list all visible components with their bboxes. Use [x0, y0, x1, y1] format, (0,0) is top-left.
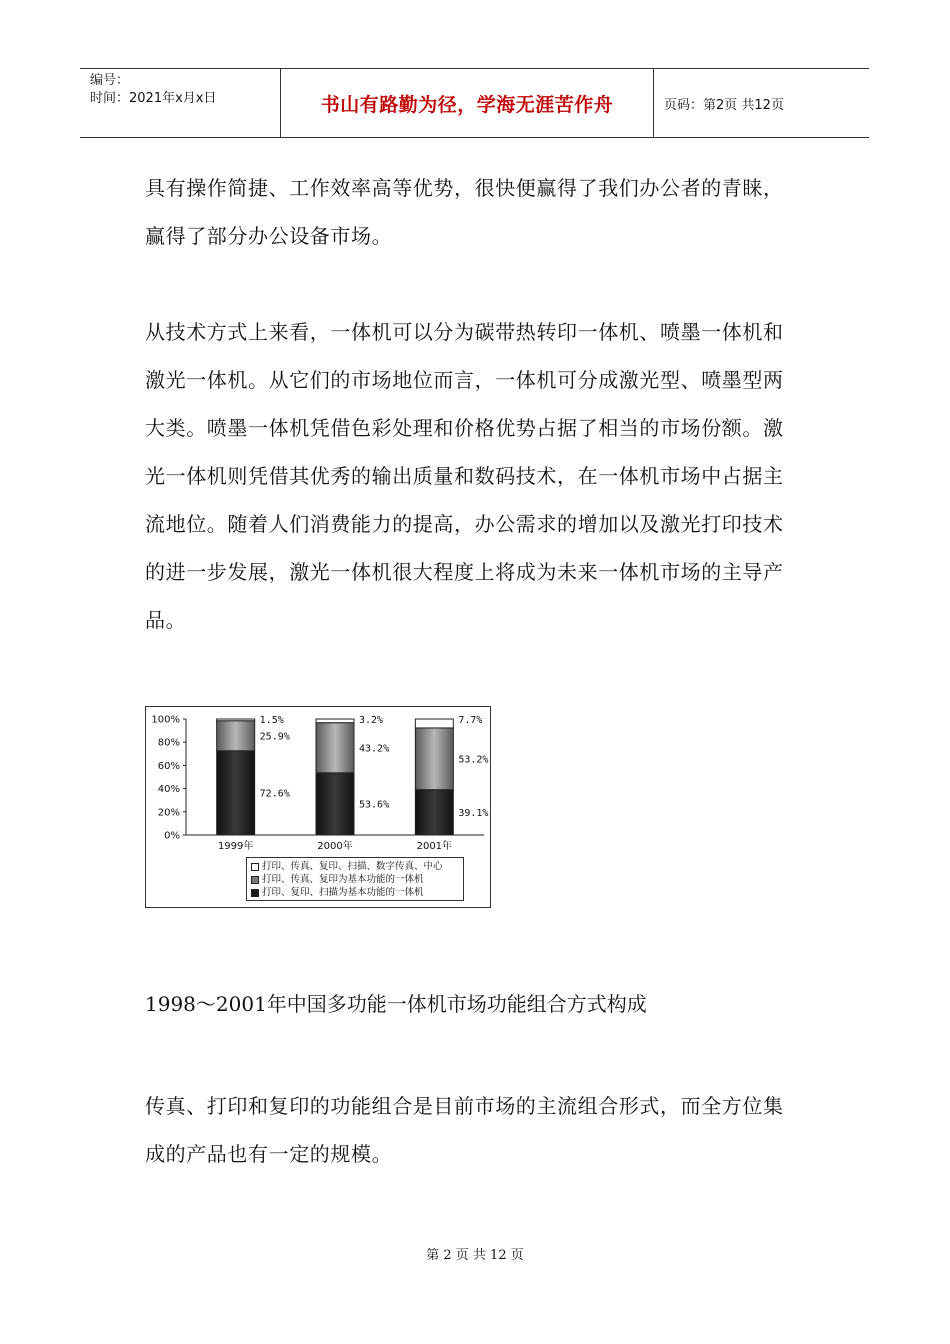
body-paragraph: 传真、打印和复印的功能组合是目前市场的主流组合形式，而全方位集成的产品也有一定的规模。 [145, 1094, 784, 1166]
bar-segment [415, 790, 453, 835]
data-label: 72.6% [259, 788, 290, 800]
document-number: 编号： [90, 73, 130, 88]
y-tick-label: 60% [157, 760, 180, 772]
data-label: 39.1% [458, 807, 489, 819]
bar-segment [415, 719, 453, 728]
header-motto-cell [281, 69, 654, 137]
data-label: 1.5% [259, 715, 284, 726]
legend-label: 打印、传真、复印、扫描、数字传真、中心 [262, 861, 443, 872]
legend-item [251, 873, 459, 886]
x-tick-label: 2000年 [317, 841, 353, 852]
legend-label: 打印、传真、复印为基本功能的一体机 [262, 874, 424, 885]
header-page-number: 页码：第2页 共12页 [664, 97, 784, 113]
bar-segment [415, 728, 453, 790]
bar-segment [217, 719, 255, 721]
header-motto: 书山有路勤为径，学海无涯苦作舟 [320, 93, 614, 116]
bar-segment [217, 721, 255, 751]
legend-item [251, 860, 459, 873]
chart-caption: 1998～2001年中国多功能一体机市场功能组合方式构成 [145, 992, 647, 1016]
legend-swatch [251, 863, 259, 871]
body-paragraph: 具有操作简捷、工作效率高等优势，很快便赢得了我们办公者的青睐，赢得了部分办公设备市场。 [145, 176, 784, 248]
body-paragraph: 从技术方式上来看，一体机可以分为碳带热转印一体机、喷墨一体机和激光一体机。从它们的市场地位而言，一体机可分成激光型、喷墨型两大类。喷墨一体机凭借色彩处理和价格优势占据了相当的市场份额。激光一体机则凭借其优秀的输出质量和数码技术，在一体机市场中占据主流地位。随着人们消费能力的提高，办公需求的增加以及激光打印技术的进一步发展，激光一体机很大程度上将成为未来一体机市场的主导产品。 [145, 320, 784, 632]
bar-segment [217, 751, 255, 835]
data-label: 53.2% [458, 754, 489, 766]
bar-segment [316, 723, 354, 773]
stacked-bar-chart [145, 706, 491, 908]
data-label: 7.7% [458, 715, 483, 726]
bar-segment [316, 719, 354, 723]
data-label: 43.2% [359, 743, 390, 755]
legend-label: 打印、复印、扫描为基本功能的一体机 [262, 887, 424, 898]
x-tick-label: 2001年 [416, 841, 453, 852]
chart-legend [246, 857, 464, 901]
legend-swatch [251, 876, 259, 884]
y-tick-label: 0% [164, 830, 180, 842]
page-footer: 第 2 页 共 12 页 [426, 1248, 524, 1263]
x-tick-label: 1999年 [217, 841, 254, 852]
y-tick-label: 20% [157, 807, 180, 819]
bar-segment [316, 773, 354, 835]
legend-swatch [251, 889, 259, 897]
header-info-cell [80, 69, 281, 137]
y-tick-label: 100% [151, 714, 180, 726]
data-label: 3.2% [359, 715, 384, 726]
legend-item [251, 886, 459, 899]
page-header [80, 68, 869, 138]
header-page-cell [654, 69, 869, 137]
y-tick-label: 80% [157, 737, 180, 749]
y-tick-label: 40% [157, 784, 180, 796]
document-date: 时间：2021年x月x日 [90, 91, 217, 106]
data-label: 25.9% [259, 731, 290, 743]
data-label: 53.6% [359, 799, 390, 811]
